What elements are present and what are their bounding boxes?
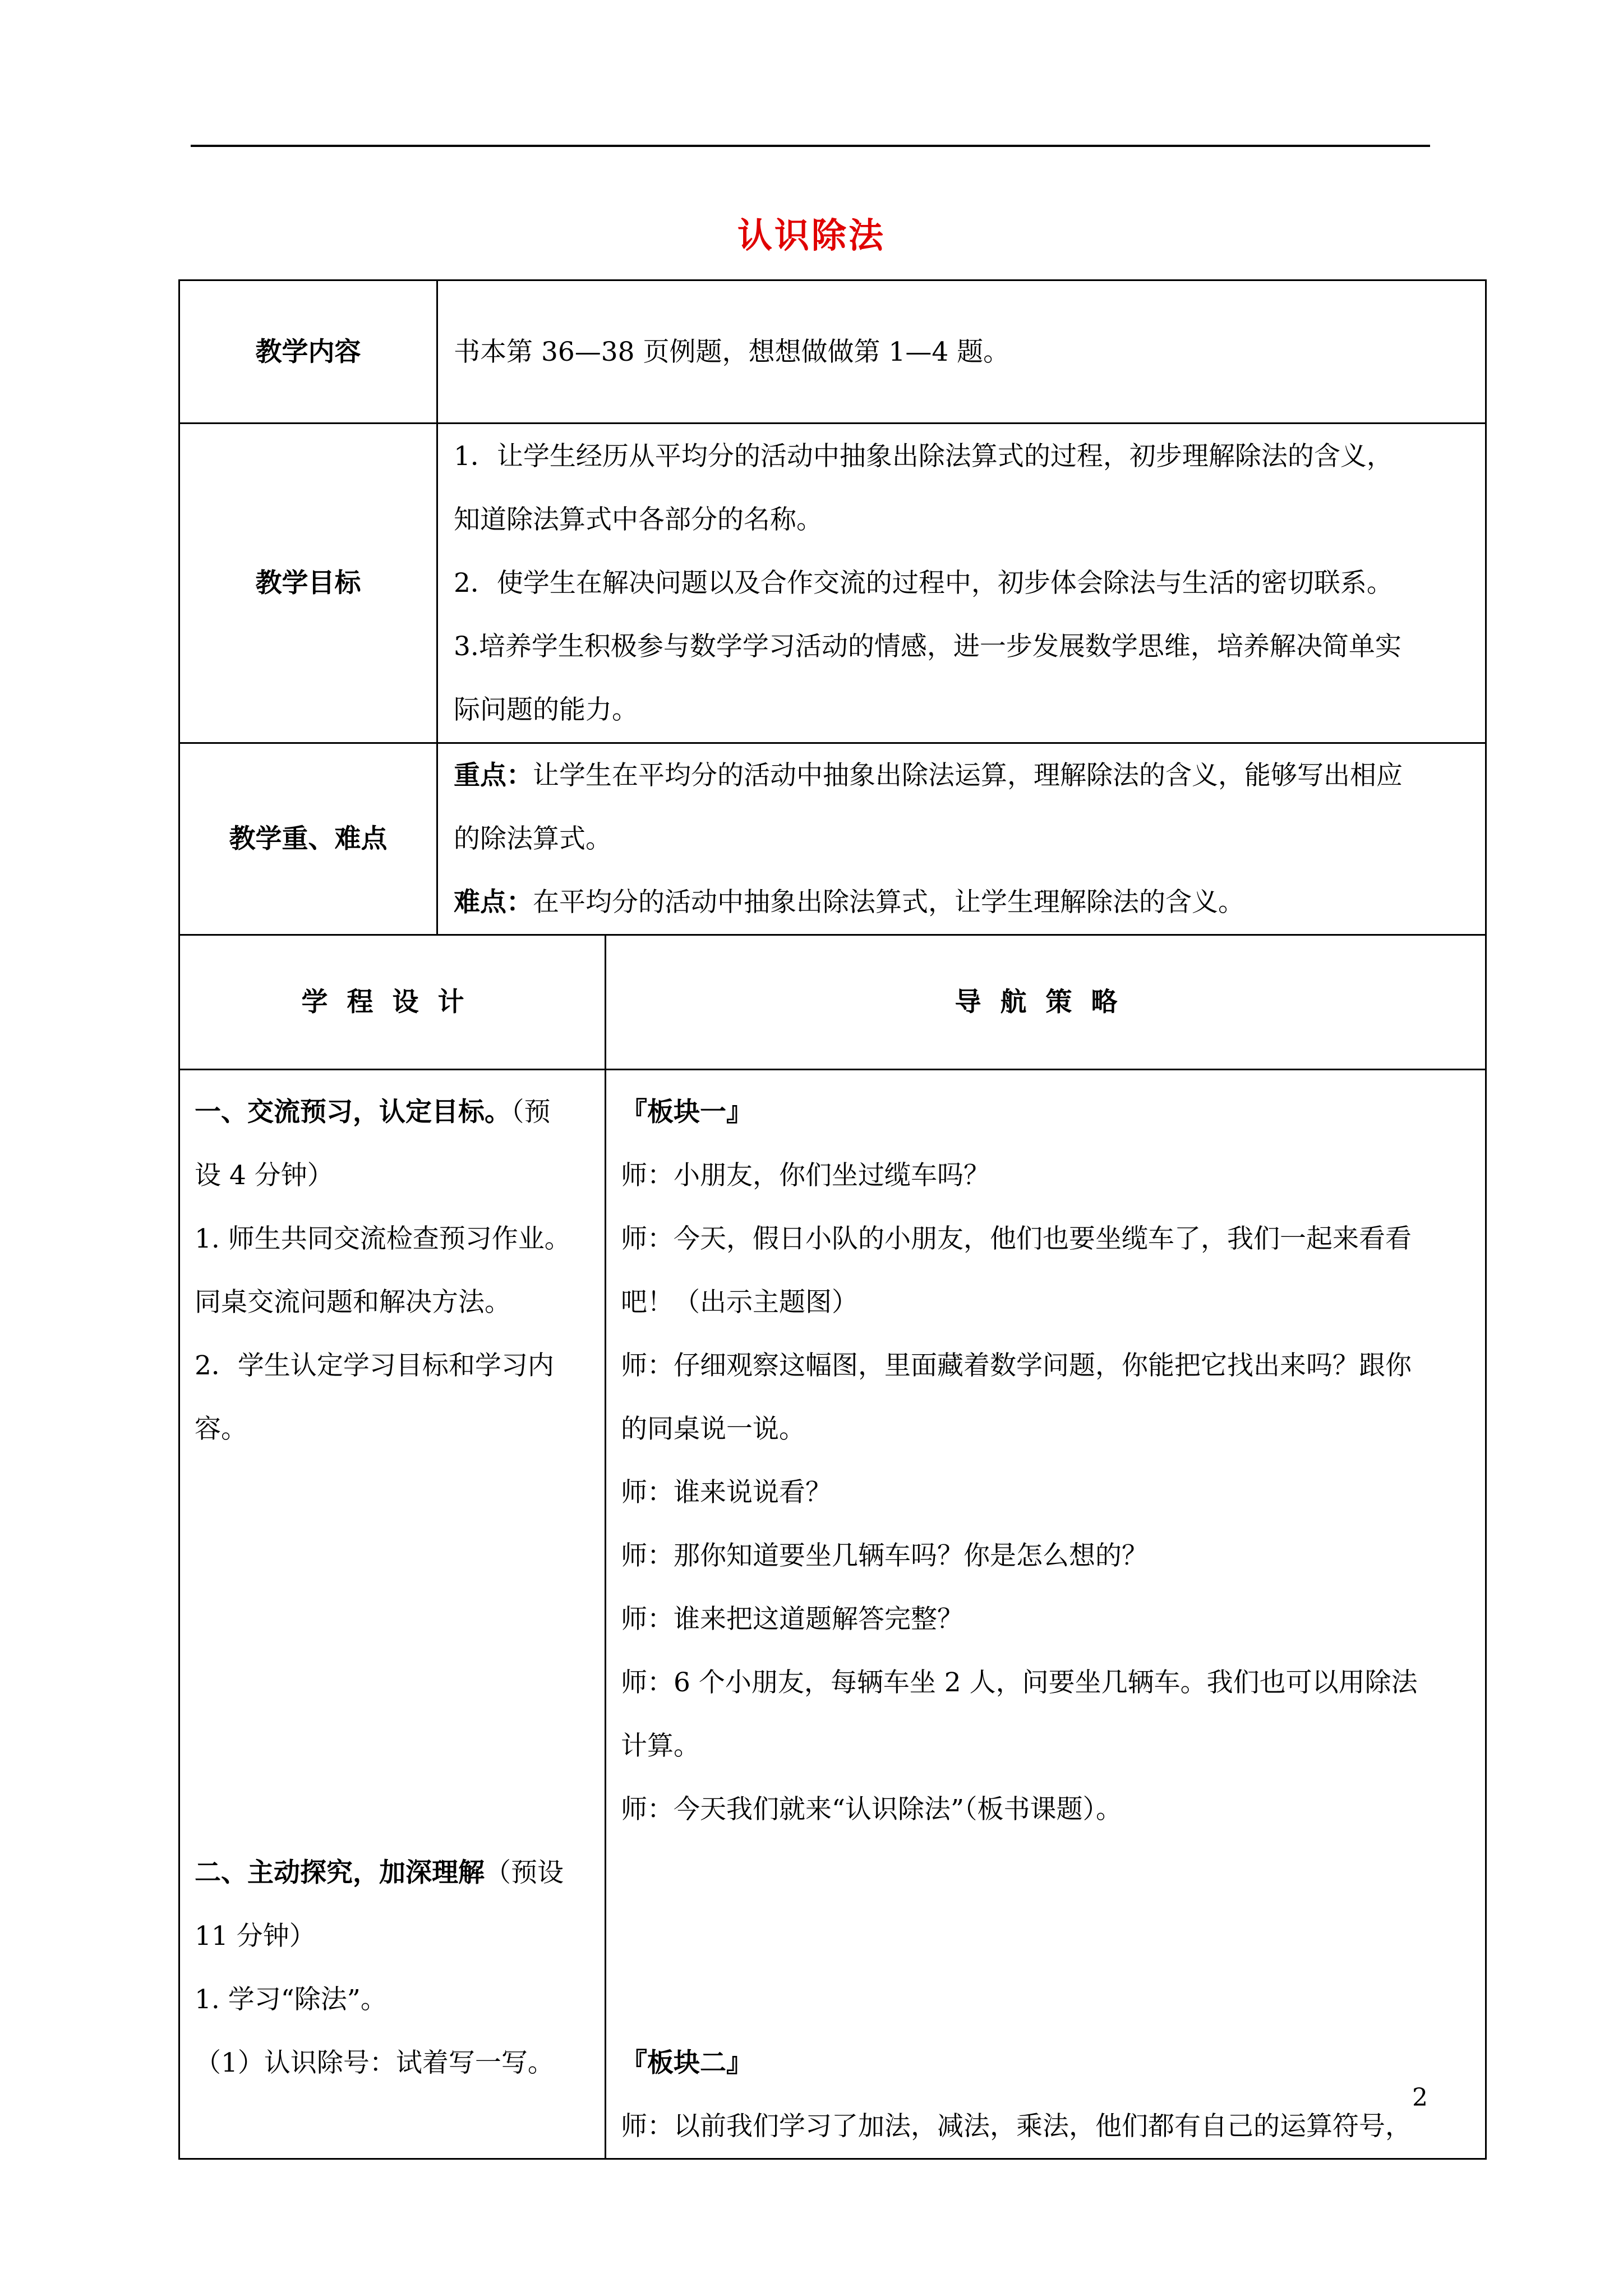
list-item: 容。 [195, 1414, 247, 1444]
design-header-right: 导航策略 [606, 935, 1486, 1070]
dialog-line: 的同桌说一说。 [621, 1414, 805, 1444]
goals-row [179, 424, 1486, 743]
key-point-line: 的除法算式。 [454, 823, 612, 854]
difficulty-line [454, 871, 1469, 934]
goal-line: 际问题的能力。 [454, 694, 638, 725]
key-point-line [454, 744, 1469, 807]
difficulty-text: 在平均分的活动中抽象出除法算式，让学生理解除法的含义。 [533, 887, 1244, 918]
dialog-line: 计算。 [621, 1731, 700, 1761]
list-item: 同桌交流问题和解决方法。 [195, 1287, 511, 1318]
dialog-line: 师：今天，假日小队的小朋友，他们也要坐缆车了，我们一起来看看 [621, 1223, 1412, 1254]
goal-line: 知道除法算式中各部分的名称。 [454, 504, 823, 535]
list-item: 2．学生认定学习目标和学习内 [195, 1350, 554, 1381]
block-heading: 『板块一』 [621, 1097, 753, 1128]
learning-process-column [179, 1070, 606, 2159]
lesson-plan-table [178, 279, 1487, 2160]
page-number: 2 [1412, 2083, 1428, 2112]
goals-text [437, 424, 1486, 743]
goal-line: 1．让学生经历从平均分的活动中抽象出除法算式的过程，初步理解除法的含义， [454, 441, 1393, 472]
key-label: 重点： [454, 760, 533, 791]
dialog-line: 师：谁来把这道题解答完整？ [621, 1604, 963, 1635]
key-points-row [179, 743, 1486, 935]
content-row [179, 280, 1486, 424]
key-points-text [437, 743, 1486, 935]
section-heading: 一、交流预习，认定目标。（预 [195, 1097, 551, 1128]
goal-line: 3.培养学生积极参与数学学习活动的情感，进一步发展数学思维，培养解决简单实 [454, 631, 1401, 662]
dialog-line: 吧！（出示主题图） [621, 1287, 858, 1318]
design-content-row [179, 1070, 1486, 2159]
section-heading: 二、主动探究，加深理解（预设 [195, 1857, 564, 1888]
goals-label: 教学目标 [179, 424, 437, 743]
block-heading: 『板块二』 [621, 2047, 753, 2078]
dialog-line: 师：仔细观察这幅图，里面藏着数学问题，你能把它找出来吗？跟你 [621, 1350, 1412, 1381]
design-header-left: 学程设计 [179, 935, 606, 1070]
section-duration: 设 4 分钟） [195, 1160, 334, 1191]
dialog-line: 师：以前我们学习了加法，减法，乘法，他们都有自己的运算符号， [621, 2111, 1412, 2142]
list-item: （1）认识除号：试着写一写。 [195, 2047, 554, 2078]
dialog-line: 师：今天我们就来“认识除法”（板书课题）。 [621, 1794, 1123, 1825]
header-rule [191, 145, 1430, 147]
key-points-label: 教学重、难点 [179, 743, 437, 935]
list-item: 1. 学习“除法”。 [195, 1984, 387, 2015]
page-title: 认识除法 [737, 215, 886, 256]
dialog-line: 师：谁来说说看？ [621, 1477, 832, 1508]
difficulty-label: 难点： [454, 887, 533, 918]
design-header-row [179, 935, 1486, 1070]
section-duration: 11 分钟） [195, 1921, 316, 1952]
list-item: 1. 师生共同交流检查预习作业。 [195, 1223, 571, 1254]
navigation-strategy-column [606, 1070, 1486, 2159]
dialog-line: 师：那你知道要坐几辆车吗？你是怎么想的？ [621, 1540, 1148, 1571]
content-label: 教学内容 [179, 280, 437, 424]
dialog-line: 师：小朋友，你们坐过缆车吗？ [621, 1160, 990, 1191]
goal-line: 2．使学生在解决问题以及合作交流的过程中，初步体会除法与生活的密切联系。 [454, 568, 1393, 599]
key-text: 让学生在平均分的活动中抽象出除法运算，理解除法的含义，能够写出相应 [533, 760, 1403, 791]
dialog-line: 师：6 个小朋友，每辆车坐 2 人，问要坐几辆车。我们也可以用除法 [621, 1667, 1418, 1698]
content-text: 书本第 36—38 页例题，想想做做第 1—4 题。 [437, 280, 1486, 424]
